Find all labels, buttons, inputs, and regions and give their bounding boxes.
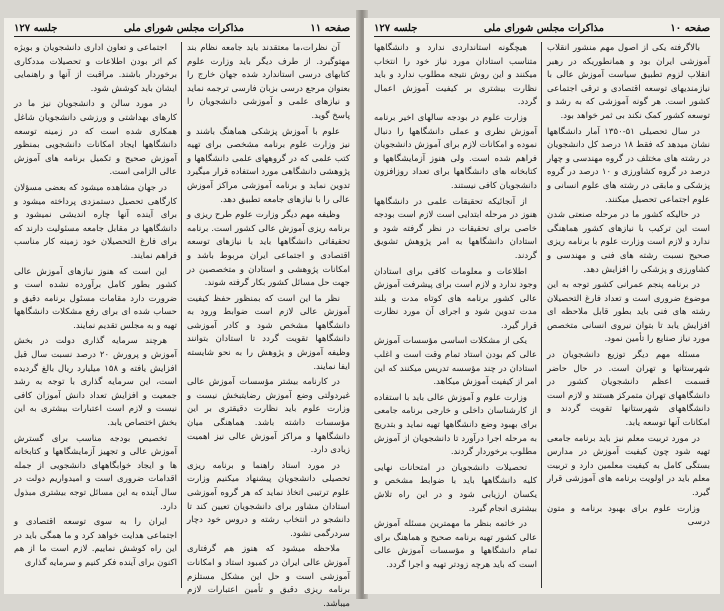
paragraph: در خاتمه بنظر ما مهمترین مسئله آموزش عالی کشور تهیه برنامه صحیح و هماهنگ برای تمام دانشگاهها و مؤسسات آموزش عالی است که باید هرچه زودتر تهیه و اجرا گردد. (374, 519, 537, 570)
paragraph: تحصیلات دانشجویان در امتحانات نهایی کلیه دانشگاهها باید با ضوابط مشخص و یکسان ارزیابی شود و در این راه تلاش بیشتری انجام گیرد. (374, 462, 537, 514)
paragraph: تخصیص بودجه مناسب برای گسترش آموزش عالی و تجهیز آزمایشگاهها و کتابخانه ها و ایجاد خوابگاههای دانشجویی از جمله اقدامات ضروری است و امیدواریم دولت در سال آینده به این مسائل توجه بیشتری مبذول دارد. (14, 433, 177, 512)
paragraph: در حالیکه کشور ما در مرحله صنعتی شدن است این ترکیب با نیازهای کشور هماهنگی ندارد و لازم است وزارت علوم با برنامه ریزی صحیح نسبت رشته های فنی و مهندسی و کشاورزی و پزشکی را افزایش دهد. (547, 210, 710, 275)
paragraph: علوم با آموزش پزشکی هماهنگ باشند و نیز وزارت علوم برنامه مشخصی برای تهیه کتب علمی که در گروههای علمی دانشگاهها و پژوهشی دانشگاهی مورد استفاده قرار میگیرد تدوین نماید و برنامه آموزشی مراکز آموزش عالی را با نیازهای جامعه تطبیق دهد. (187, 126, 350, 205)
column-divider (181, 42, 182, 588)
right-page-column-left (374, 42, 537, 590)
right-page (364, 18, 720, 594)
right-page-session: جلسه ۱۲۷ (374, 22, 418, 34)
paragraph: ایران را به سوی توسعه اقتصادی و اجتماعی هدایت خواهد کرد و ما همگی باید در این راه کوشش نماییم. لازم است ما از هم اکنون برای آینده فکر کنیم و سرمایه گذاری (14, 517, 177, 568)
paragraph: هیچگونه استانداردی ندارد و دانشگاهها متناسب استادان مورد نیاز خود را انتخاب میکنند و این روش نتیجه مطلوب ندارد و باید نظارت بیشتری بر کیفیت آموزش اعمال گردد. (374, 43, 537, 108)
paragraph: ملاحظه میشود که هنوز هم گرفتاری آموزش عالی ایران در کمبود استاد و امکانات آموزشی است و حل این مشکل مستلزم برنامه ریزی دقیق و تأمین اعتبارات لازم میباشد. (187, 544, 350, 609)
right-page-title: مذاکرات مجلس شورای ملی (483, 22, 604, 34)
paragraph: در مورد سالن و دانشجویان نیز ما در کارهای بهداشتی و ورزشی دانشجویان شاغل همکاری شده است که در زمینه توسعه دانشگاهها ایجاد امکانات دانشجویی بمنظور آموزش صحیح و تکمیل برنامه های آموزش عالی الزامی است. (14, 99, 177, 178)
paragraph: در کارنامه بیشتر مؤسسات آموزش عالی غیردولتی وضع آموزش رضایتبخش نیست و وزارت علوم باید نظارت دقیقتری بر این مؤسسات داشته باشد. هماهنگی میان دانشگاهها و مراکز آموزش عالی نیز اهمیت زیادی دارد. (187, 377, 350, 456)
paragraph: در سال تحصیلی ۵۱-۱۳۵۰ آمار دانشگاهها نشان میدهد که فقط ۱۸ درصد کل دانشجویان در رشته های مختلف در گروه مهندسی و چهار درصد در گروه کشاورزی و ۱۰ درصد در گروه پزشکی و مابقی در رشته های علوم انسانی و علوم اجتماعی تحصیل میکنند. (547, 126, 711, 205)
paragraph: از آنجائیکه تحقیقات علمی در دانشگاهها هنوز در مرحله ابتدایی است لازم است بودجه خاصی برای تحقیقات در نظر گرفته شود و استادان دانشگاهها به امر پژوهش تشویق گردند. (374, 196, 537, 261)
left-page-column-left (14, 42, 177, 590)
right-page-column-right (547, 42, 710, 590)
right-page-number: صفحه ۱۰ (670, 22, 710, 34)
paragraph: مسئله مهم دیگر توزیع دانشجویان در شهرستانها و تهران است. در حال حاضر قسمت اعظم دانشجویان کشور در دانشگاههای تهران متمرکز هستند و لازم است دانشگاههای شهرستانها تقویت گردند و امکانات آنها توسعه یابد. (547, 350, 710, 429)
left-page-column-right (187, 42, 350, 609)
paragraph: در مورد استاد راهنما و برنامه ریزی تحصیلی دانشجویان پیشنهاد میکنیم وزارت علوم ترتیبی اتخاذ نماید که هر گروه آموزشی استادان مشاور برای دانشجویان تعیین کند تا دانشجو در انتخاب رشته و دروس خود دچار سردرگمی نشود. (187, 460, 350, 539)
paragraph: این است که هنوز نیازهای آموزش عالی کشور بطور کامل برآورده نشده است و ضرورت دارد مقامات مسئول برنامه دقیق و حساب شده ای برای رفع مشکلات دانشگاهها تهیه و به مجلس تقدیم نمایند. (14, 266, 177, 331)
paragraph: وظیفه مهم دیگر وزارت علوم طرح ریزی و برنامه ریزی آموزش عالی کشور است. برنامه تحقیقاتی دانشگاهها باید با نیازهای توسعه اقتصادی و اجتماعی ایران مربوط باشد و امکانات پژوهشی و استادان و متخصصین در جهت حل مسائل کشور بکار گرفته شوند. (187, 210, 350, 289)
paragraph: وزارت علوم در بودجه سالهای اخیر برنامه آموزش نظری و عملی دانشگاهها را دنبال نموده و امکانات لازم برای آموزش دانشجویان فراهم شده است. ولی هنوز آزمایشگاهها و کتابخانه های دانشگاهها برای تعداد روزافزون دانشجویان کافی نیستند. (374, 112, 537, 191)
paragraph: وزارت علوم برای بهبود برنامه و متون درسی (547, 503, 710, 528)
paragraph: در مورد تربیت معلم نیز باید برنامه جامعی تهیه شود چون کیفیت آموزش در مدارس بستگی کامل به کیفیت معلمین دارد و تربیت معلم باید در اولویت برنامه های آموزشی قرار گیرد. (547, 433, 710, 498)
paragraph: اجتماعی و تعاون اداری دانشجویان و بویژه کم اثر بودن اطلاعات و تحصیلات مددکاری برخوردار باشند. مراقبت از آنها و راهنمایی ایشان باید کوشش شود. (14, 43, 177, 94)
paragraph: بالاگرفته یکی از اصول مهم منشور انقلاب آموزشی ایران بود و همانطوریکه در رهبر انقلاب لزوم تطبیق سیاست آموزش عالی با نیازمندیهای توسعه اقتصادی و ترقی اجتماعی کشور است. هر گونه آموزشی که به رشد و توسعه کشور کمک نکند بی ثمر خواهد بود. (547, 43, 710, 121)
paragraph: نظر ما این است که بمنظور حفظ کیفیت آموزش عالی لازم است ضوابط ورود به دانشگاهها مشخص شود و کادر آموزشی دانشگاهها تقویت گردد تا استادان بتوانند وظیفه آموزش و پژوهش را به نحو شایسته ایفا نمایند. (187, 293, 350, 372)
paragraph: وزارت علوم و آموزش عالی باید با استفاده از کارشناسان داخلی و خارجی برنامه جامعی برای بهبود وضع دانشگاهها تهیه نماید و بتدریج به مرحله اجرا درآورد تا دانشجویان از آموزش مطلوب برخوردار گردند. (374, 392, 537, 458)
paragraph: در برنامه پنجم عمرانی کشور توجه به این موضوع ضروری است و تعداد فارغ التحصیلان رشته های فنی باید بطور قابل ملاحظه ای افزایش یابد تا بتوان نیروی انسانی متخصص مورد نیاز صنایع را تأمین نمود. (547, 280, 710, 345)
paragraph: هرچند سرمایه گذاری دولت در بخش آموزش و پرورش ۲۰ درصد نسبت سال قبل افزایش یافته و ۱۵۸ میلیارد ریال بالغ گردیده است، این سرمایه گذاری با توجه به رشد جمعیت و افزایش تعداد دانش آموزان کافی نیست و لازم است اعتبارات بیشتری به این بخش اختصاص یابد. (14, 336, 177, 429)
paragraph: در جهان مشاهده میشود که بعضی مسؤلان کارگاهی تحصیل دستمزدی پرداخته میشود و برای آینده آنها چاره اندیشی نمیشود و دانشگاهها در مقابل جامعه مسئولیت دارند که برای فارغ التحصیلان خود زمینه کار مناسب فراهم نمایند. (14, 182, 177, 261)
left-page-title: مذاکرات مجلس شورای ملی (123, 22, 244, 34)
left-page-session: جلسه ۱۲۷ (14, 22, 58, 34)
paragraph: یکی از مشکلات اساسی مؤسسات آموزش عالی کم بودن استاد تمام وقت است و اغلب استادان در چند مؤسسه تدریس میکنند که این امر از کیفیت آموزش میکاهد. (374, 336, 537, 388)
left-page-header (14, 20, 350, 37)
column-divider (541, 42, 542, 588)
left-page-number: صفحه ۱۱ (310, 22, 350, 34)
right-page-header (374, 20, 710, 37)
paragraph: اطلاعات و معلومات کافی برای استادان وجود ندارد و لازم است برای پیشرفت آموزش عالی کشور برنامه های کوتاه مدت و بلند مدت تدوین شود و اجرای آن مورد نظارت قرار گیرد. (374, 266, 537, 331)
left-page (4, 18, 360, 609)
paragraph: آن نظرات،ما معتقدند باید جامعه نظام بند مهتوگیرد. از طرف دیگر باید وزارت علوم کتابهای درسی استاندارد شده جهان خارج را بعنوان مرجع درسی بزبان فارسی ترجمه نماید و نیازهای علمی و آموزشی دانشجویان را پاسخ گوید. (187, 43, 350, 121)
